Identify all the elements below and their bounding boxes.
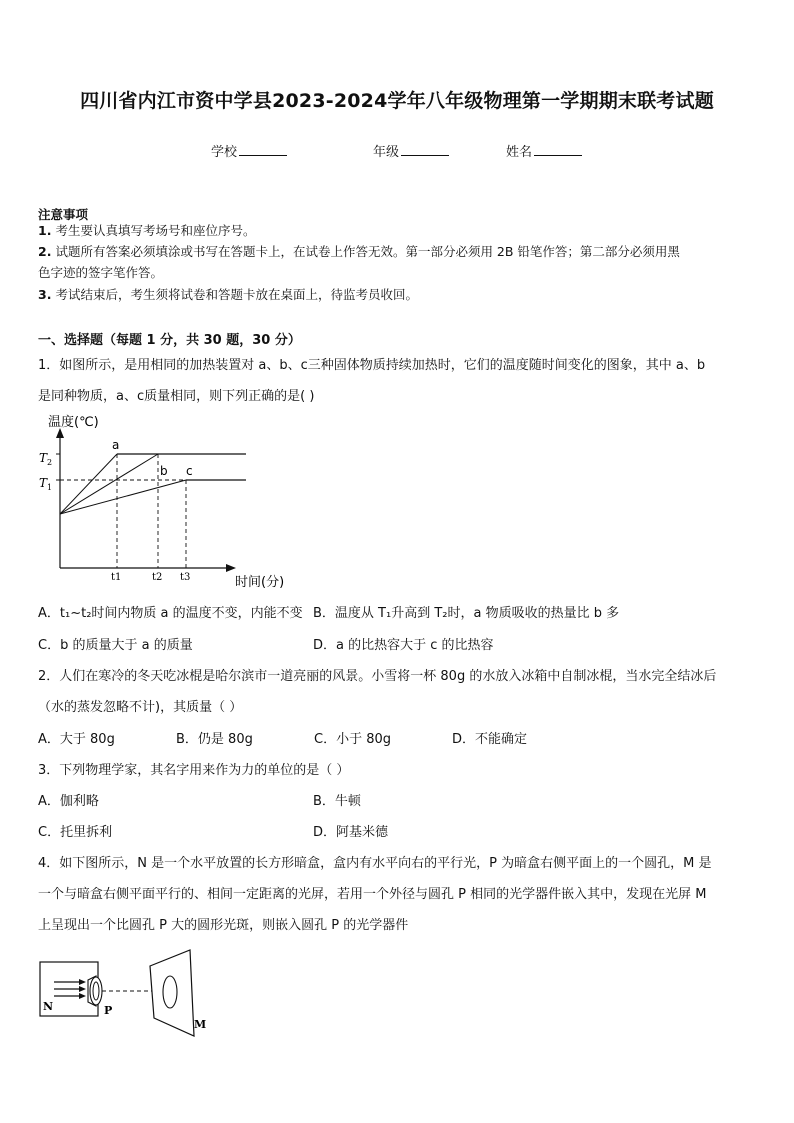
q3-option-c[interactable]: C．托里拆利 (38, 825, 113, 840)
q2-stem-line1: 2．人们在寒冷的冬天吃冰棍是哈尔滨市一道亮丽的风景。小雪将一杯 80g 的水放入冰箱中自制冰棍，当水完全结冰后 (38, 669, 717, 684)
y-tick-T1: $T_1$ (39, 476, 53, 492)
note-item (38, 284, 418, 305)
light-spot (163, 976, 177, 1008)
curve-c-rise (60, 480, 186, 514)
curve-label-b: b (160, 464, 168, 478)
name-label: 姓名 (506, 145, 533, 160)
note-num: 2. (38, 244, 52, 259)
note-text: 色字迹的签字笔作答。 (38, 265, 164, 280)
q1-option-b[interactable]: B．温度从 T₁升高到 T₂时，a 物质吸收的热量比 b 多 (313, 606, 620, 621)
x-axis-label: 时间(分) (235, 575, 285, 590)
q2-stem-line2: （水的蒸发忽略不计)，其质量（ ） (38, 700, 243, 715)
q1-stem-line2: 是同种物质，a、c质量相同，则下列正确的是( ) (38, 389, 315, 404)
q3-stem-line1: 3．下列物理学家，其名字用来作为力的单位的是（ ） (38, 763, 350, 778)
note-item (38, 241, 680, 262)
notes-heading: 注意事项 (38, 207, 89, 222)
q1-option-a[interactable]: A．t₁~t₂时间内物质 a 的温度不变，内能不变 (38, 606, 303, 621)
label-m: M (194, 1018, 207, 1031)
q4-stem-line1: 4．如下图所示，N 是一个水平放置的长方形暗盒，盒内有水平向右的平行光，P 为暗盒右侧平面上的一个圆孔，M 是 (38, 856, 712, 871)
curve-label-a: a (112, 438, 120, 452)
q3-option-b[interactable]: B．牛顿 (313, 794, 361, 809)
q2-option-a[interactable]: A．大于 80g (38, 732, 115, 747)
school-label: 学校 (211, 145, 238, 160)
note-item (38, 262, 163, 283)
x-tick-t2: t2 (152, 572, 163, 583)
q2-option-c[interactable]: C．小于 80g (314, 732, 392, 747)
q2-option-b[interactable]: B．仍是 80g (176, 732, 253, 747)
school-blank[interactable] (239, 143, 287, 156)
section-heading: 一、选择题（每题 1 分，共 30 题，30 分） (38, 333, 301, 348)
curve-label-c: c (186, 464, 193, 478)
q2-option-d[interactable]: D．不能确定 (452, 732, 528, 747)
y-axis-label: 温度(℃) (48, 415, 99, 430)
x-tick-t1: t1 (111, 572, 122, 583)
label-n: N (43, 1000, 54, 1013)
note-text: 考试结束后，考生须将试卷和答题卡放在桌面上，待监考员收回。 (55, 287, 418, 302)
y-tick-T2: $T_2$ (39, 451, 53, 467)
grade-label: 年级 (373, 145, 400, 160)
label-p: P (104, 1004, 113, 1017)
q3-option-d[interactable]: D．阿基米德 (313, 825, 389, 840)
note-text: 考生要认真填写考场号和座位序号。 (55, 223, 256, 238)
q4-dark-box-diagram (36, 948, 226, 1040)
page-title: 四川省内江市资中学县2023-2024学年八年级物理第一学期期末联考试题 (80, 90, 714, 112)
q1-option-d[interactable]: D．a 的比热容大于 c 的比热容 (313, 638, 494, 653)
q3-option-a[interactable]: A．伽利略 (38, 794, 99, 809)
q1-option-c[interactable]: C．b 的质量大于 a 的质量 (38, 638, 193, 653)
name-blank[interactable] (534, 143, 582, 156)
grade-field[interactable] (373, 141, 449, 160)
name-field[interactable] (506, 141, 582, 160)
q1-stem-line1: 1．如图所示，是用相同的加热装置对 a、b、c三种固体物质持续加热时，它们的温度随时间变化的图象，其中 a、b (38, 358, 706, 373)
hole-p (90, 977, 102, 1005)
q1-temperature-time-graph (34, 408, 304, 594)
x-axis-arrow (226, 564, 236, 572)
grade-blank[interactable] (401, 143, 449, 156)
note-num: 3. (38, 287, 52, 302)
note-text: 试题所有答案必须填涂或书写在答题卡上，在试卷上作答无效。第一部分必须用 2B 铅笔作答；第二部分必须用黑 (55, 244, 680, 259)
q4-stem-line3: 上呈现出一个比圆孔 P 大的圆形光斑，则嵌入圆孔 P 的光学器件 (38, 918, 409, 933)
note-item (38, 220, 255, 241)
x-tick-t3: t3 (180, 572, 191, 583)
q4-stem-line2: 一个与暗盒右侧平面平行的、相间一定距离的光屏，若用一个外径与圆孔 P 相同的光学器件嵌入其中，发现在光屏 M (38, 887, 707, 902)
note-num: 1. (38, 223, 52, 238)
school-field[interactable] (211, 141, 287, 160)
